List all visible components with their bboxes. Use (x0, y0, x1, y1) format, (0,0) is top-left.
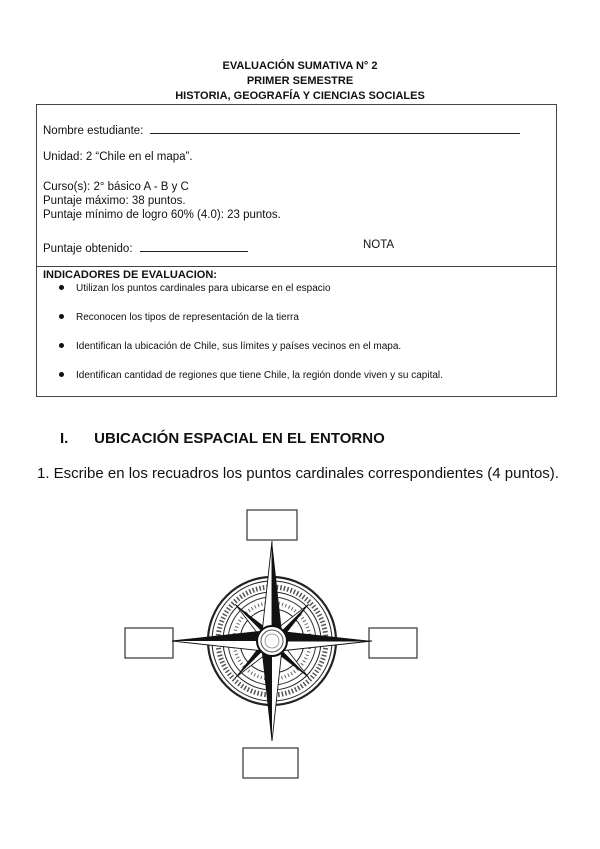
indicator-item: Identifican cantidad de regiones que tiene Chile, la región donde viven y su capital. (59, 370, 443, 381)
indicators-box (36, 266, 557, 397)
obtained-score-label: Puntaje obtenido: (43, 243, 133, 255)
min-score-line: Puntaje mínimo de logro 60% (4.0): 23 puntos. (43, 209, 281, 221)
indicator-item: Reconocen los tipos de representación de la tierra (59, 312, 299, 323)
max-score-line: Puntaje máximo: 38 puntos. (43, 195, 186, 207)
east-answer-box[interactable] (369, 628, 417, 658)
unit-line: Unidad: 2 “Chile en el mapa”. (43, 151, 193, 163)
compass-rose (172, 541, 372, 741)
semester-title: PRIMER SEMESTRE (246, 75, 354, 87)
indicators-title: INDICADORES DE EVALUACION: (43, 269, 217, 281)
indicator-item: Utilizan los puntos cardinales para ubicarse en el espacio (59, 283, 331, 294)
student-name-row (43, 121, 520, 137)
obtained-score-blank[interactable] (140, 239, 248, 252)
question-1-instruction: 1. Escribe en los recuadros los puntos cardinales correspondientes (4 puntos). (37, 465, 559, 482)
bullet-icon (59, 372, 64, 377)
compass-rose-icon (122, 505, 422, 780)
student-name-label: Nombre estudiante: (43, 125, 144, 137)
indicator-item: Identifican la ubicación de Chile, sus límites y países vecinos en el mapa. (59, 341, 401, 352)
subject-title: HISTORIA, GEOGRAFÍA Y CIENCIAS SOCIALES (175, 90, 425, 102)
west-answer-box[interactable] (125, 628, 173, 658)
north-answer-box[interactable] (247, 510, 297, 540)
student-name-blank[interactable] (150, 121, 520, 134)
section-number: I. (60, 430, 69, 447)
obtained-score-row (43, 239, 248, 255)
bullet-icon (59, 285, 64, 290)
bullet-icon (59, 343, 64, 348)
section-heading (60, 430, 385, 447)
section-title: UBICACIÓN ESPACIAL EN EL ENTORNO (94, 430, 385, 447)
grade-label: NOTA (363, 239, 395, 251)
student-info-box (36, 104, 557, 267)
exam-title: EVALUACIÓN SUMATIVA N° 2 (222, 60, 378, 72)
bullet-icon (59, 314, 64, 319)
south-answer-box[interactable] (243, 748, 298, 778)
course-line: Curso(s): 2° básico A - B y C (43, 181, 189, 193)
